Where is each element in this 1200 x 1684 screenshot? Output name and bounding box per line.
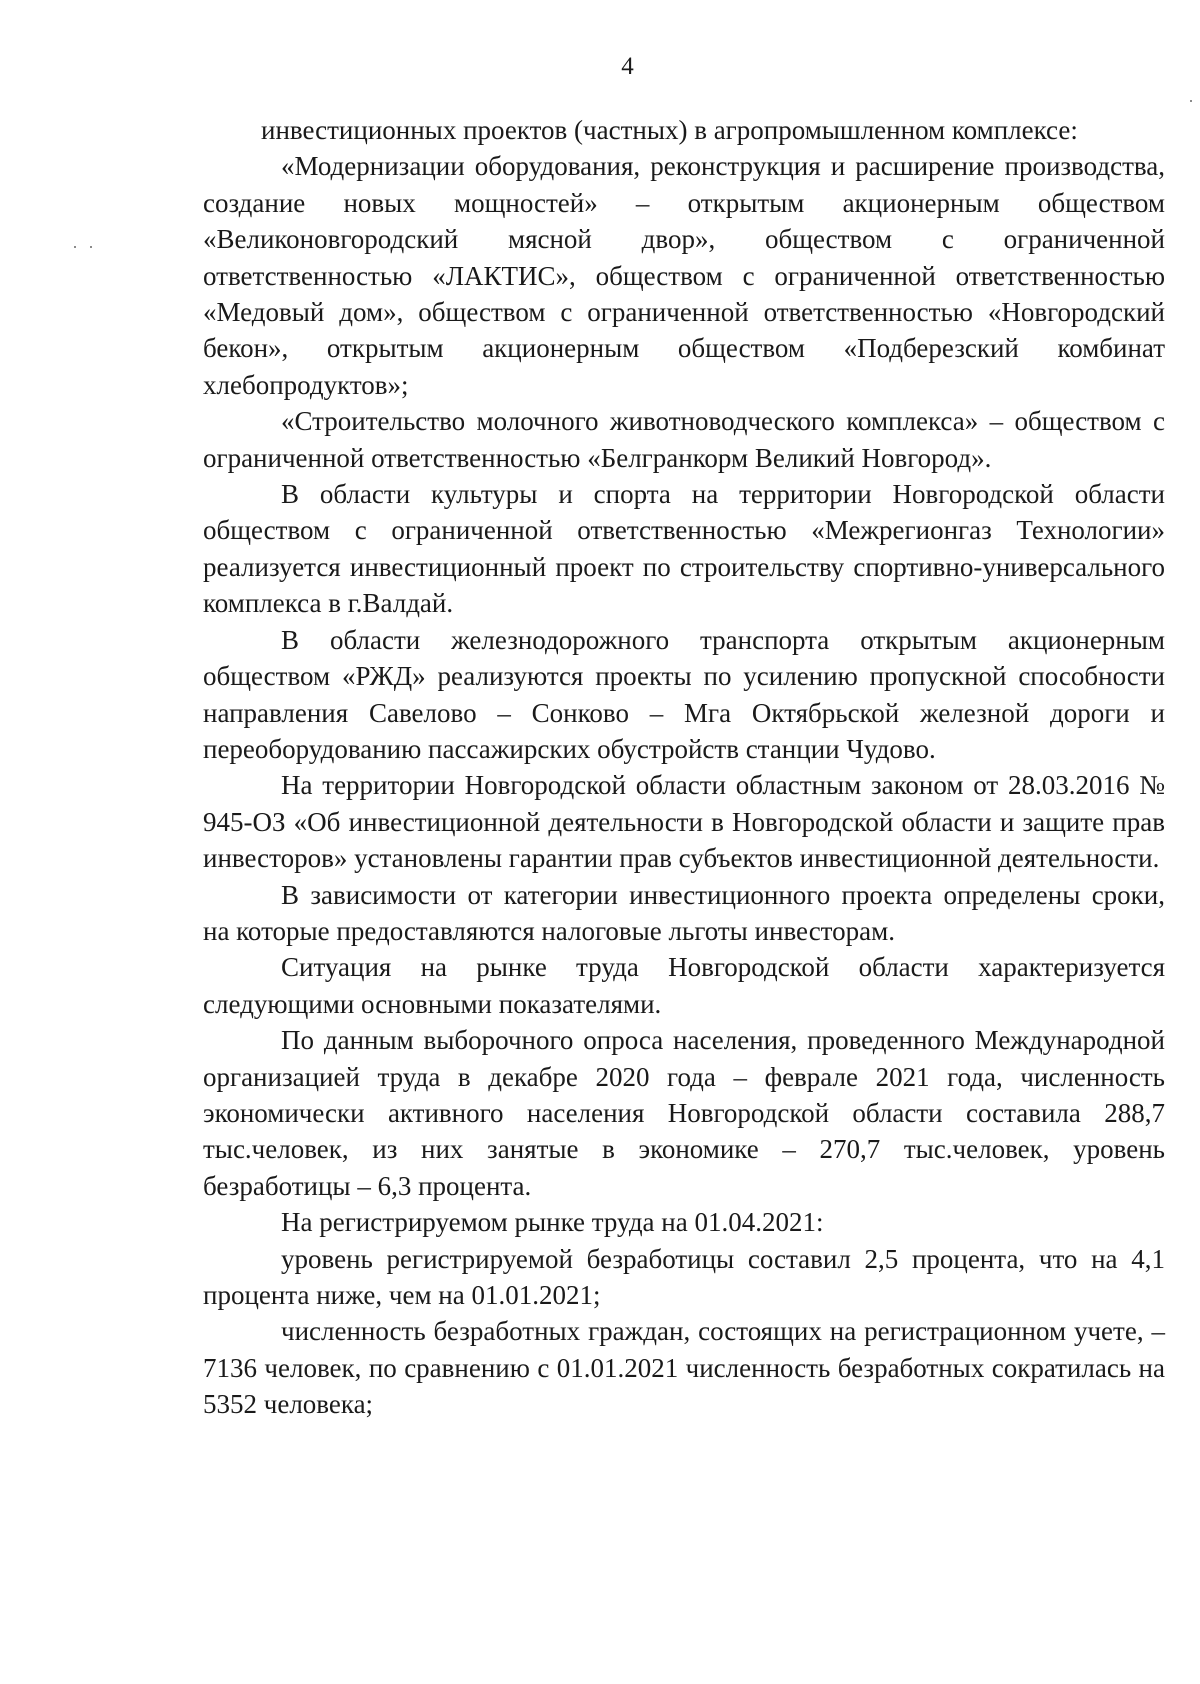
paragraph-11: уровень регистрируемой безработицы составил 2,5 процента, что на 4,1 процента ниже, чем на 01.01.2021; bbox=[203, 1243, 1165, 1310]
paragraph-10: На регистрируемом рынке труда на 01.04.2021: bbox=[281, 1207, 824, 1238]
scan-artifact bbox=[74, 246, 76, 248]
paragraph-4: В области культуры и спорта на территории Новгородской области обществом с ограниченной ответственностью «Межрегионгаз Технологии» реализуется инвестиционный проект по строительству спортивно-универсального комплекса в г.Валдай. bbox=[203, 479, 1165, 619]
paragraph-6: На территории Новгородской области областным законом от 28.03.2016 № 945-ОЗ «Об инвестиционной деятельности в Новгородской области и защите прав инвесторов» установлены гарантии прав субъектов инвестиционной деятельности. bbox=[203, 770, 1165, 874]
paragraph-5: В области железнодорожного транспорта открытым акционерным обществом «РЖД» реализуются проекты по усилению пропускной способности направления Савелово – Сонково – Мга Октябрьской железной дороги и переоборудованию пассажирских обустройств станции Чудово. bbox=[203, 624, 1165, 764]
paragraph-1: инвестиционных проектов (частных) в агропромышленном комплексе: bbox=[261, 115, 1078, 145]
scan-artifact bbox=[1190, 100, 1192, 102]
paragraph-9: По данным выборочного опроса населения, проведенного Международной организацией труда в декабре 2020 года – феврале 2021 года, численность экономически активного населения Новгородской области составила 288,7 тыс.человек, из них занятые в экономике – 270,7 тыс.человек, уровень безработицы – 6,3 процента. bbox=[203, 1025, 1165, 1201]
page-number: 4 bbox=[621, 53, 634, 80]
document-body bbox=[203, 112, 1165, 1423]
paragraph-2: «Модернизации оборудования, реконструкция и расширение производства, создание новых мощностей» – открытым акционерным обществом «Великоновгородский мясной двор», обществом с ограниченной ответственностью «ЛАКТИС», обществом с ограниченной ответственностью «Медовый дом», обществом с ограниченной ответственностью «Новгородский бекон», открытым акционерным обществом «Подберезский комбинат хлебопродуктов»; bbox=[203, 151, 1165, 400]
paragraph-3: «Строительство молочного животноводческого комплекса» – обществом с ограниченной ответственностью «Белгранкорм Великий Новгород». bbox=[203, 406, 1165, 473]
paragraph-12: численность безработных граждан, состоящих на регистрационном учете, – 7136 человек, по сравнению с 01.01.2021 численность безработных сократилась на 5352 человека; bbox=[203, 1316, 1165, 1420]
paragraph-7: В зависимости от категории инвестиционного проекта определены сроки, на которые предоставляются налоговые льготы инвесторам. bbox=[203, 879, 1165, 946]
paragraph-8: Ситуация на рынке труда Новгородской области характеризуется следующими основными показателями. bbox=[203, 952, 1165, 1019]
scan-artifact bbox=[90, 246, 92, 248]
